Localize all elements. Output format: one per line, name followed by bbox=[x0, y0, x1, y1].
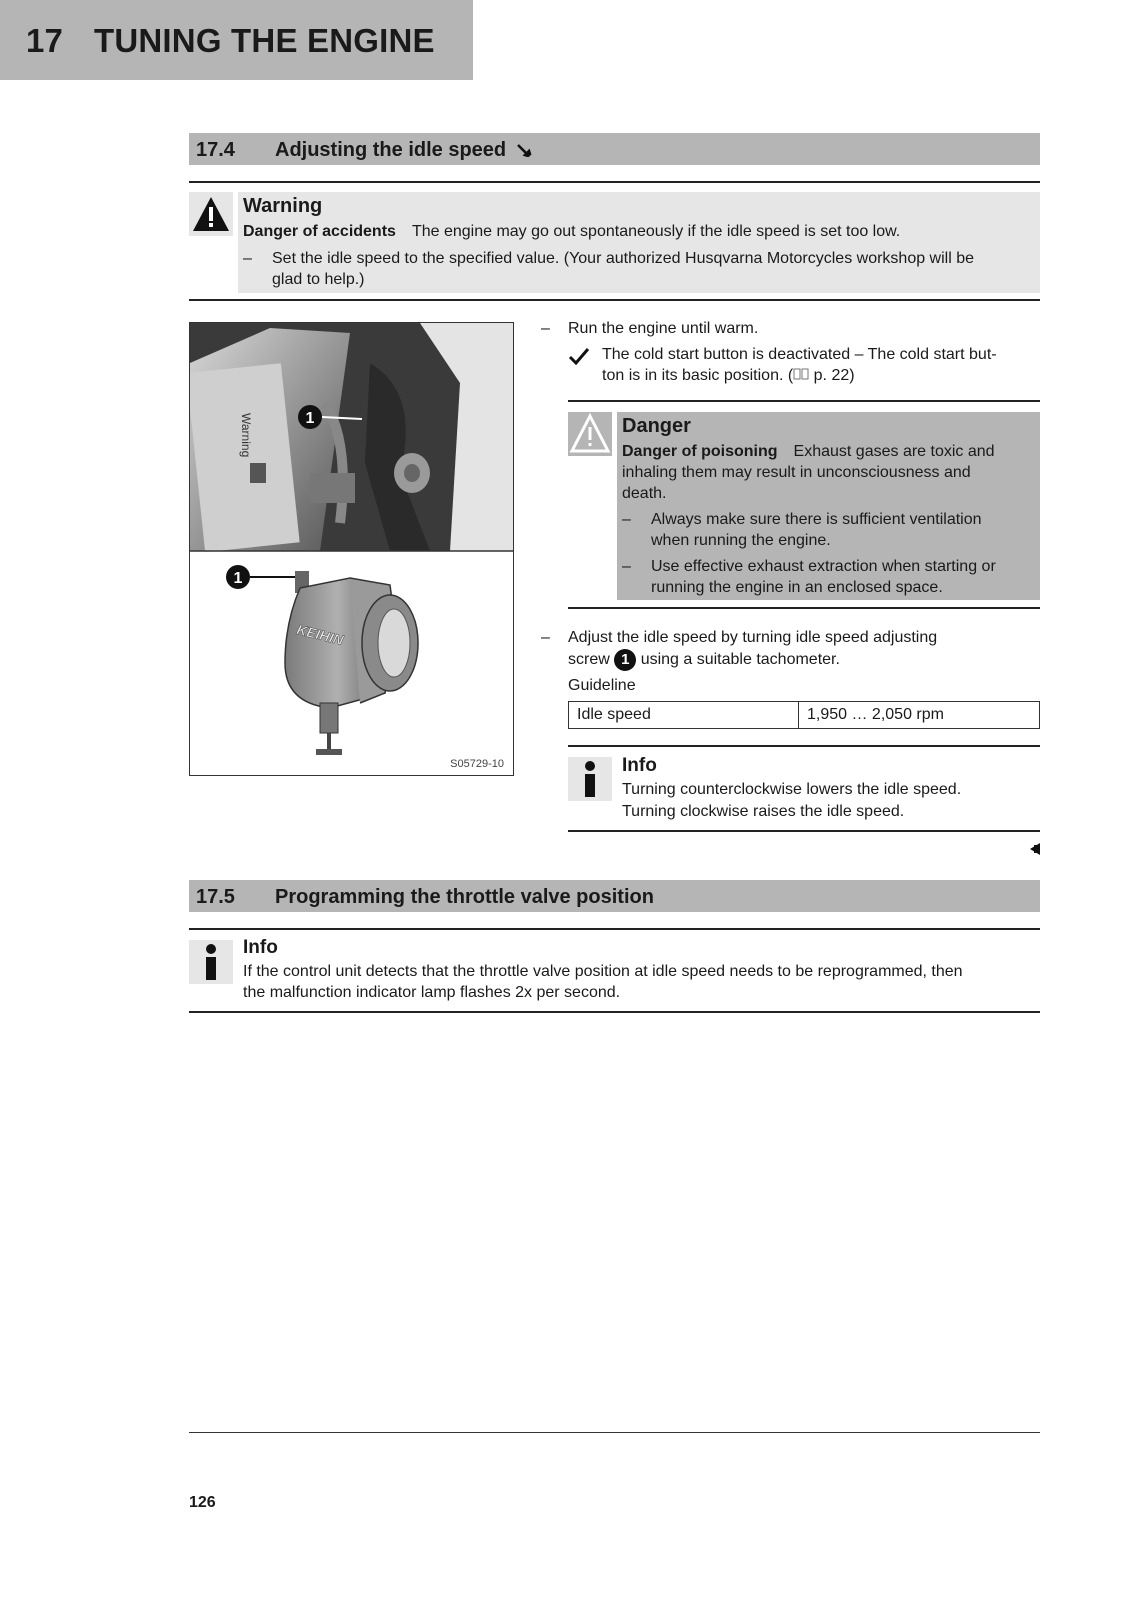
section-title: Programming the throttle valve position bbox=[275, 886, 654, 908]
idle-speed-table bbox=[568, 701, 1040, 729]
warning-box bbox=[238, 192, 1040, 293]
check-icon bbox=[568, 347, 590, 365]
step-adjust-pre: screw bbox=[568, 651, 610, 669]
check-page-ref: p. 22) bbox=[809, 367, 855, 384]
page-number: 126 bbox=[189, 1494, 216, 1511]
dash: – bbox=[541, 629, 550, 646]
check-line2: ton is in its basic position. ( bbox=[602, 367, 794, 384]
chapter-tab bbox=[0, 0, 473, 80]
section-number: 17.4 bbox=[196, 139, 235, 161]
footer-divider bbox=[189, 1432, 1040, 1433]
dash: – bbox=[622, 511, 631, 528]
chapter-title: TUNING THE ENGINE bbox=[94, 22, 435, 59]
warning-text: The engine may go out spontaneously if the idle speed is set too low. bbox=[411, 223, 901, 240]
step-adjust-post: using a suitable tachometer. bbox=[640, 651, 840, 669]
divider bbox=[189, 1011, 1040, 1013]
warning-triangle-icon bbox=[568, 412, 612, 456]
warning-heading: Warning bbox=[243, 195, 323, 217]
section-header-17-5 bbox=[189, 880, 1040, 912]
dash: – bbox=[243, 250, 252, 267]
section-number: 17.5 bbox=[196, 886, 235, 908]
danger-bullet2-line1: Use effective exhaust extraction when starting or bbox=[651, 558, 996, 575]
check-line1: The cold start button is deactivated – The cold start but- bbox=[602, 346, 997, 363]
callout-number: 1 bbox=[305, 410, 315, 427]
divider bbox=[568, 745, 1040, 747]
info-icon bbox=[189, 940, 233, 984]
dash: – bbox=[622, 558, 631, 575]
step-run-engine: Run the engine until warm. bbox=[568, 320, 759, 337]
info-heading: Info bbox=[622, 755, 657, 776]
section-header-17-4 bbox=[189, 133, 1040, 165]
danger-line3: death. bbox=[622, 485, 667, 502]
divider bbox=[568, 607, 1040, 609]
danger-lead: Danger of poisoning bbox=[622, 443, 778, 460]
warning-step-line1: Set the idle speed to the specified value. (Your authorized Husqvarna Motorcycles workshop will be bbox=[272, 250, 975, 267]
info-line2: the malfunction indicator lamp flashes 2x per second. bbox=[243, 984, 621, 1001]
info-line1: Turning counterclockwise lowers the idle speed. bbox=[622, 781, 962, 798]
warning-step-line2: glad to help.) bbox=[272, 271, 365, 288]
divider bbox=[568, 830, 1040, 832]
divider bbox=[189, 928, 1040, 930]
dash: – bbox=[541, 320, 550, 337]
danger-heading: Danger bbox=[622, 415, 691, 437]
engine-figure bbox=[189, 322, 514, 776]
info-line1: If the control unit detects that the throttle valve position at idle speed needs to be reprogrammed, then bbox=[243, 963, 963, 980]
divider bbox=[189, 181, 1040, 183]
danger-bullet2-line2: running the engine in an enclosed space. bbox=[651, 579, 943, 596]
divider bbox=[568, 400, 1040, 402]
danger-bullet1-line1: Always make sure there is sufficient ventilation bbox=[651, 511, 982, 528]
danger-line1: Exhaust gases are toxic and bbox=[793, 443, 995, 460]
guideline-label: Guideline bbox=[568, 677, 636, 694]
warning-triangle-icon bbox=[189, 192, 233, 236]
info-line2: Turning clockwise raises the idle speed. bbox=[622, 803, 905, 820]
chapter-number: 17 bbox=[26, 22, 64, 59]
figure-code: S05729-10 bbox=[450, 758, 504, 770]
table-cell-value: 1,950 … 2,050 rpm bbox=[807, 706, 944, 723]
table-cell-label: Idle speed bbox=[577, 706, 651, 723]
sticker-text: Warning bbox=[239, 413, 253, 458]
callout-number: 1 bbox=[233, 570, 243, 587]
end-marker-icon bbox=[1028, 843, 1040, 855]
danger-bullet1-line2: when running the engine. bbox=[651, 532, 831, 549]
warning-lead: Danger of accidents bbox=[243, 223, 396, 240]
screw-callout: 1 bbox=[614, 649, 636, 671]
section-title: Adjusting the idle speed bbox=[275, 139, 507, 161]
danger-box bbox=[617, 412, 1040, 600]
info-icon bbox=[568, 757, 612, 801]
throttle-body-illustration bbox=[190, 323, 514, 776]
book-ref-icon bbox=[793, 368, 809, 381]
divider bbox=[189, 299, 1040, 301]
wrench-icon bbox=[516, 143, 532, 157]
danger-line2: inhaling them may result in unconsciousness and bbox=[622, 464, 971, 481]
info-heading: Info bbox=[243, 937, 278, 958]
step-adjust-line1: Adjust the idle speed by turning idle speed adjusting bbox=[568, 629, 938, 646]
keihin-logo: KEIHIN bbox=[295, 621, 346, 649]
